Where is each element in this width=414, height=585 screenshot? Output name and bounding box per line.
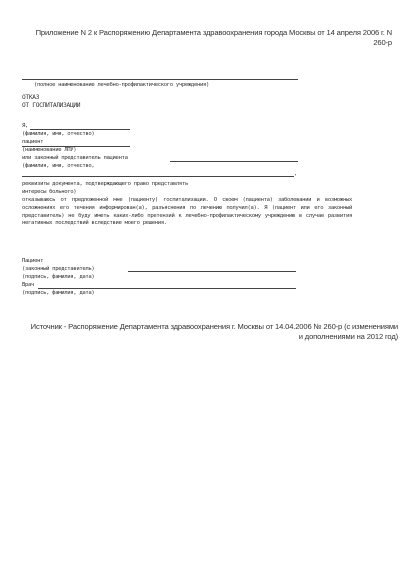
lpu-caption: (наименование ЛПУ) [22, 147, 77, 153]
institution-caption: (полное наименование лечебно-профилактического учреждения) [34, 82, 210, 88]
doctor-label: Врач [22, 282, 35, 288]
doctor-sign-line [38, 288, 296, 289]
header-text: Приложение N 2 к Распоряжению Департамента здравоохранения города Москвы от 14 апреля 2006 г. N 260-р [35, 28, 392, 47]
long-line [22, 176, 294, 177]
fio-caption-2: (фамилия, имя, отчество, [22, 163, 95, 169]
sign-caption-1: (подпись, фамилия, дата) [22, 274, 95, 280]
fio-caption-1: (фамилия, имя, отчество) [22, 131, 95, 137]
rep-reason-line-2: интересы больного) [22, 189, 77, 195]
patient-sign-label: Пациент [22, 258, 44, 264]
long-line-comma: , [294, 171, 298, 177]
patient-sign-line [128, 271, 296, 272]
title-line-2: ОТ ГОСПИТАЛИЗАЦИИ [22, 102, 81, 109]
title-line-1: ОТКАЗ [22, 94, 40, 101]
legal-rep-label: или законный представитель пациента [22, 155, 128, 161]
patient-label: пациент [22, 139, 44, 145]
institution-line [22, 79, 298, 80]
ya-line [30, 129, 130, 130]
document-title [22, 94, 80, 110]
source-footer: Источник - Распоряжение Департамента здравоохранения г. Москвы от 14.04.2006 № 260-р (с изменениями и дополнениями на 2012 год) [30, 322, 398, 341]
ya-label: Я, [22, 123, 29, 129]
rep-reason-line-1: реквизиты документа, подтверждающего право представлять [22, 181, 188, 187]
legal-rep-line [170, 161, 298, 162]
refusal-paragraph: отказываюсь от предложенной мне (пациенту) госпитализации. О своем (пациента) заболевании и возможных осложнениях его течения информирован(а), разъяснения по лечению получил(а). Я (пациент или его законный представитель) не буду иметь каких-либо претензий к лечебно-профилактическому учреждению в случае развития негативных последствий вследствие моего решения. [22, 197, 352, 227]
legal-rep-caption: (законный представитель) [22, 266, 95, 272]
sign-caption-2: (подпись, фамилия, дата) [22, 290, 95, 296]
